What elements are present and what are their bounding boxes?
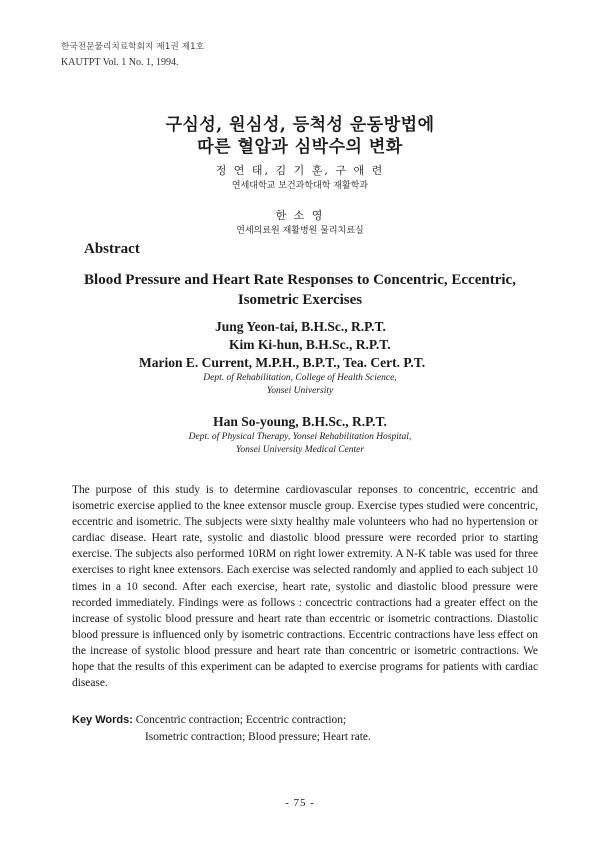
affiliation-1-line-1: Dept. of Rehabilitation, College of Health Science, (203, 373, 397, 383)
keywords-label: Key Words: (72, 714, 133, 726)
keywords-line-1: Concentric contraction; Eccentric contraction; (135, 714, 347, 726)
affiliation-2-line-2: Yonsei University Medical Center (235, 445, 365, 455)
author-3: Marion E. Current, M.P.H., B.P.T., Tea. Cert. P.T. (139, 355, 426, 370)
korean-affiliation-2: 연세의료원 재활병원 물리치료실 (236, 226, 364, 236)
affiliation-2-line-1: Dept. of Physical Therapy, Yonsei Rehabilitation Hospital, (188, 432, 412, 442)
abstract-body (72, 482, 538, 691)
page-number: - 75 - (285, 797, 315, 809)
english-title-line-1: Blood Pressure and Heart Rate Responses to Concentric, Eccentric, (84, 272, 516, 288)
journal-name-english: KAUTPT Vol. 1 No. 1, 1994. (61, 57, 179, 68)
author-2: Kim Ki-hun, B.H.Sc., R.P.T. (229, 337, 391, 352)
affiliation-1 (0, 372, 600, 398)
korean-author-block-2 (0, 208, 600, 239)
korean-title-line-2: 따른 혈압과 심박수의 변화 (197, 137, 403, 157)
korean-author-names-2: 한 소 영 (275, 209, 325, 222)
keywords (72, 712, 371, 746)
english-title (0, 270, 600, 310)
journal-name-korean: 한국전문물리치료학회지 제1권 제1호 (61, 42, 205, 52)
korean-affiliation-1: 연세대학교 보건과학대학 재활학과 (231, 181, 369, 191)
journal-header (61, 40, 204, 70)
korean-title-line-1: 구심성, 원심성, 등척성 운동방법에 (165, 115, 435, 135)
korean-title (0, 114, 600, 158)
korean-author-block-1 (0, 163, 600, 194)
korean-author-names-1: 정 연 태, 김 기 훈, 구 애 련 (215, 164, 385, 177)
abstract-paragraph: The purpose of this study is to determine cardiovascular reponses to concentric, eccentric and isometric exercise applied to the knee extensor muscle group. Exercise types studied were concentric, eccentric and isometric. The subjects were sixty healthy male volunteers who had no hypertension or cardiac disease. Heart rate, systolic and diastolic blood pressure were recorded prior to starting exercise. The subjects also performed 10RM on right lower extremity. A N-K table was used for three exercises to right knee extensors. Each exercise was selected randomly and applied to each subject 10 times in a 10 second. After each exercise, heart rate, systolic and diastolic blood pressure were recorded immediately. Findings were as follows : concectric contractions had a greater effect on the increase of systolic blood pressure and heart rate than eccentric or isometric contractions. Diastolic blood pressure is influenced only by isometric contractions. Eccentric contractions have less effect on the increase of systolic blood pressure and heart rate than concentric or isometric contractions. We hope that the results of this experiment can be adapted to exercise programs for patients with cardiac disease. (72, 484, 538, 690)
english-title-line-2: Isometric Exercises (237, 292, 363, 308)
abstract-heading: Abstract (84, 241, 140, 257)
keywords-line-2: Isometric contraction; Blood pressure; Heart rate. (145, 731, 371, 743)
author-4: Han So-young, B.H.Sc., R.P.T. (213, 414, 387, 429)
author-1: Jung Yeon-tai, B.H.Sc., R.P.T. (215, 319, 386, 334)
affiliation-1-line-2: Yonsei University (266, 386, 334, 396)
affiliation-2 (0, 431, 600, 457)
